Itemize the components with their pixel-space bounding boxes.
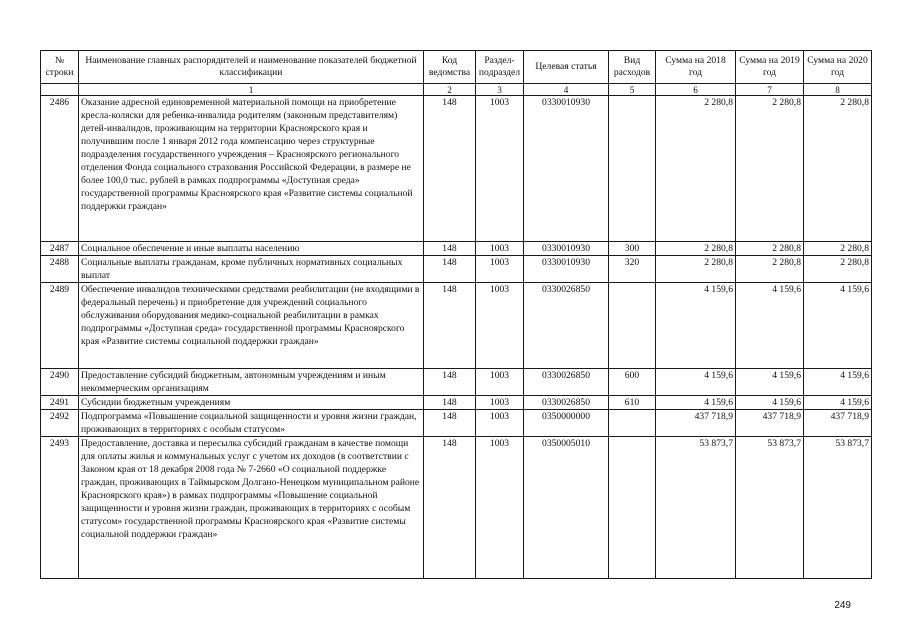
header-sum-2018: Сумма на 2018 год	[656, 51, 736, 84]
sum-2019: 4 159,6	[736, 283, 804, 369]
expense-type: 320	[609, 256, 656, 283]
sum-2019: 53 873,7	[736, 437, 804, 579]
column-number: 3	[476, 84, 524, 96]
sum-2020: 437 718,9	[804, 410, 872, 437]
column-number: 4	[524, 84, 609, 96]
department-code: 148	[424, 96, 476, 242]
row-number: 2493	[41, 437, 79, 579]
sum-2020: 2 280,8	[804, 96, 872, 242]
budget-table	[40, 50, 872, 579]
sum-2020: 2 280,8	[804, 242, 872, 256]
target-item: 0330026850	[524, 283, 609, 369]
table-row	[41, 410, 872, 437]
table-row	[41, 283, 872, 369]
table-row	[41, 396, 872, 410]
column-number: 7	[736, 84, 804, 96]
sum-2019: 4 159,6	[736, 369, 804, 396]
sum-2019: 4 159,6	[736, 396, 804, 410]
sum-2018: 2 280,8	[656, 96, 736, 242]
sum-2018: 2 280,8	[656, 256, 736, 283]
header-row-number: № строки	[41, 51, 79, 84]
row-number: 2486	[41, 96, 79, 242]
target-item: 0350005010	[524, 437, 609, 579]
section-code: 1003	[476, 369, 524, 396]
row-name: Оказание адресной единовременной материальной помощи на приобретение кресла-коляски для ребенка-инвалида родителям (законным представителям) детей-инвалидов, проживающим на территории Красноярского края и получившим после 1 января 2012 года компенсацию через структурные подразделения государственного учреждения – Красноярского регионального отделения Фонда социального страхования Российской Федерации, в размере не более 100,0 тыс. рублей в рамках подпрограммы «Доступная среда» государственной программы Красноярского края «Развитие системы социальной поддержки граждан»	[79, 96, 424, 242]
expense-type	[609, 410, 656, 437]
sum-2018: 4 159,6	[656, 283, 736, 369]
department-code: 148	[424, 396, 476, 410]
expense-type: 600	[609, 369, 656, 396]
header-name: Наименование главных распорядителей и наименование показателей бюджетной классификации	[79, 51, 424, 84]
sum-2018: 4 159,6	[656, 369, 736, 396]
section-code: 1003	[476, 396, 524, 410]
column-number: 1	[79, 84, 424, 96]
row-name: Обеспечение инвалидов техническими средствами реабилитации (не входящими в федеральный перечень) и приобретение для учреждений социального обслуживания оборудования медико-социальной реабилитации в рамках подпрограммы «Доступная среда» государственной программы Красноярского края «Развитие системы социальной поддержки граждан»	[79, 283, 424, 369]
target-item: 0330010930	[524, 96, 609, 242]
table-row	[41, 242, 872, 256]
row-name: Социальные выплаты гражданам, кроме публичных нормативных социальных выплат	[79, 256, 424, 283]
sum-2018: 4 159,6	[656, 396, 736, 410]
header-sum-2020: Сумма на 2020 год	[804, 51, 872, 84]
column-number: 2	[424, 84, 476, 96]
section-code: 1003	[476, 283, 524, 369]
target-item: 0330010930	[524, 242, 609, 256]
target-item: 0330010930	[524, 256, 609, 283]
section-code: 1003	[476, 410, 524, 437]
row-number: 2491	[41, 396, 79, 410]
section-code: 1003	[476, 96, 524, 242]
sum-2018: 53 873,7	[656, 437, 736, 579]
department-code: 148	[424, 242, 476, 256]
expense-type: 300	[609, 242, 656, 256]
target-item: 0330026850	[524, 369, 609, 396]
row-number: 2490	[41, 369, 79, 396]
target-item: 0350000000	[524, 410, 609, 437]
section-code: 1003	[476, 437, 524, 579]
header-department-code: Код ведомства	[424, 51, 476, 84]
header-section: Раздел-подраздел	[476, 51, 524, 84]
expense-type	[609, 96, 656, 242]
department-code: 148	[424, 437, 476, 579]
expense-type	[609, 283, 656, 369]
department-code: 148	[424, 369, 476, 396]
column-number: 8	[804, 84, 872, 96]
row-number: 2492	[41, 410, 79, 437]
header-target-item: Целевая статья	[524, 51, 609, 84]
expense-type: 610	[609, 396, 656, 410]
section-code: 1003	[476, 256, 524, 283]
sum-2020: 2 280,8	[804, 256, 872, 283]
header-expense-type: Вид расходов	[609, 51, 656, 84]
table-header-row	[41, 51, 872, 84]
expense-type	[609, 437, 656, 579]
table-row	[41, 256, 872, 283]
sum-2018: 437 718,9	[656, 410, 736, 437]
section-code: 1003	[476, 242, 524, 256]
row-name: Предоставление субсидий бюджетным, автономным учреждениям и иным некоммерческим организациям	[79, 369, 424, 396]
department-code: 148	[424, 283, 476, 369]
sum-2019: 437 718,9	[736, 410, 804, 437]
sum-2018: 2 280,8	[656, 242, 736, 256]
column-number	[41, 84, 79, 96]
table-row	[41, 369, 872, 396]
column-number-row	[41, 84, 872, 96]
sum-2020: 4 159,6	[804, 369, 872, 396]
row-number: 2488	[41, 256, 79, 283]
row-name: Социальное обеспечение и иные выплаты населению	[79, 242, 424, 256]
department-code: 148	[424, 256, 476, 283]
target-item: 0330026850	[524, 396, 609, 410]
page-number: 249	[834, 600, 851, 611]
table-row	[41, 437, 872, 579]
sum-2019: 2 280,8	[736, 96, 804, 242]
sum-2020: 4 159,6	[804, 396, 872, 410]
column-number: 6	[656, 84, 736, 96]
department-code: 148	[424, 410, 476, 437]
column-number: 5	[609, 84, 656, 96]
row-number: 2489	[41, 283, 79, 369]
row-name: Подпрограмма «Повышение социальной защищенности и уровня жизни граждан, проживающих в территориях с особым статусом»	[79, 410, 424, 437]
header-sum-2019: Сумма на 2019 год	[736, 51, 804, 84]
sum-2020: 4 159,6	[804, 283, 872, 369]
row-name: Субсидии бюджетным учреждениям	[79, 396, 424, 410]
sum-2020: 53 873,7	[804, 437, 872, 579]
sum-2019: 2 280,8	[736, 242, 804, 256]
row-name: Предоставление, доставка и пересылка субсидий гражданам в качестве помощи для оплаты жилья и коммунальных услуг с учетом их доходов (в соответствии с Законом края от 18 декабря 2008 года № 7-2660 «О социальной поддержке граждан, проживающих в Таймырском Долгано-Ненецком муниципальном районе Красноярского края») в рамках подпрограммы «Повышение социальной защищенности и уровня жизни граждан, проживающих в территориях с особым статусом» государственной программы Красноярского края «Развитие системы социальной поддержки граждан»	[79, 437, 424, 579]
row-number: 2487	[41, 242, 79, 256]
table-row	[41, 96, 872, 242]
sum-2019: 2 280,8	[736, 256, 804, 283]
